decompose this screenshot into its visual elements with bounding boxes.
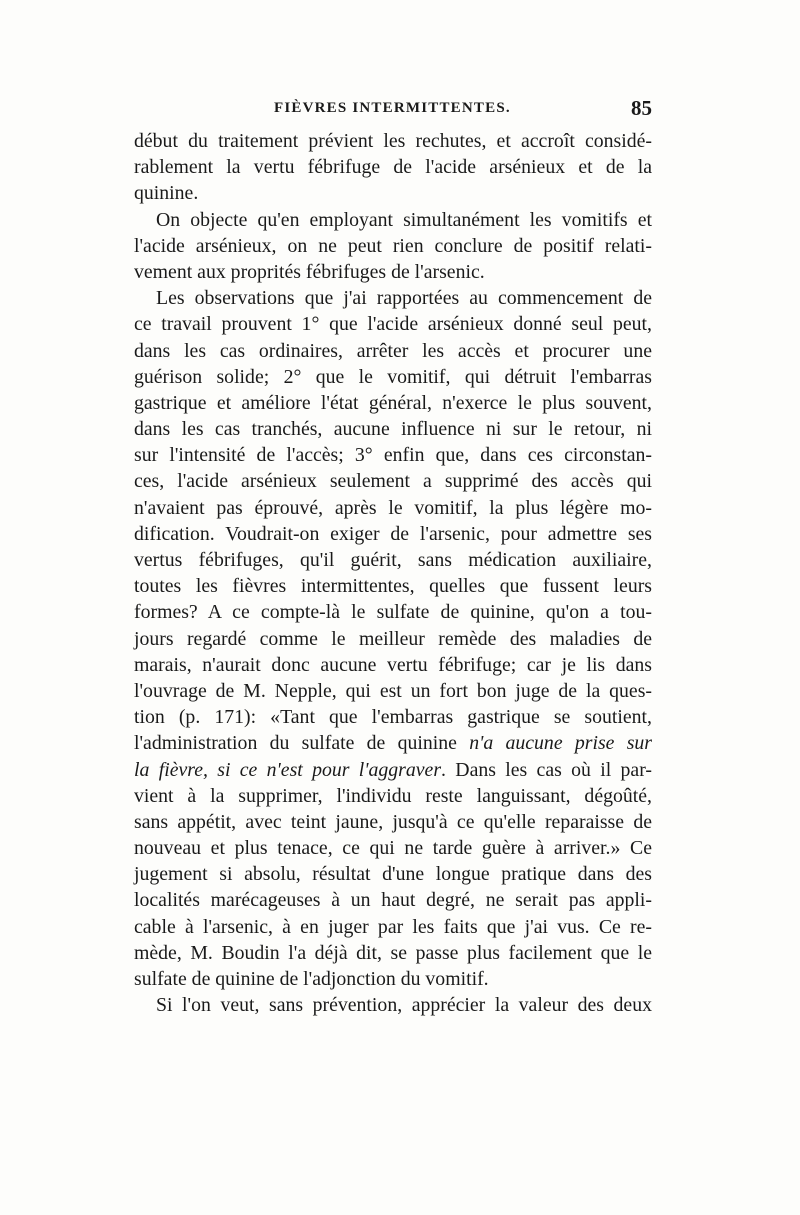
text-line: sur l'intensité de l'accès; 3° enfin que, dans ces circonstan-: [134, 444, 652, 467]
text-line: [134, 730, 652, 756]
text-line: vement aux proprités fébrifuges de l'arsenic.: [134, 260, 485, 283]
text-line: formes? A ce compte-là le sulfate de quinine, qu'on a tou-: [134, 601, 652, 624]
text-line: Les observations que j'ai rapportées au commencement de: [156, 287, 652, 310]
running-head: [134, 96, 652, 126]
text-line: dification. Voudrait-on exiger de l'arsenic, pour admettre ses: [134, 522, 652, 545]
text-line: l'acide arsénieux, on ne peut rien conclure de positif relati-: [134, 234, 652, 257]
text-line: jugement si absolu, résultat d'une longue pratique dans des: [134, 863, 652, 886]
text-line: sans appétit, avec teint jaune, jusqu'à ce qu'elle reparaisse de: [134, 810, 652, 833]
text-line: ces, l'acide arsénieux seulement a supprimé des accès qui: [134, 470, 652, 493]
text-line: marais, n'aurait donc aucune vertu fébrifuge; car je lis dans: [134, 653, 652, 676]
text-line: On objecte qu'en employant simultanément les vomitifs et: [156, 208, 652, 231]
text-line: l'ouvrage de M. Nepple, qui est un fort bon juge de la ques-: [134, 679, 652, 702]
text-line: gastrique et améliore l'état général, n'exerce le plus souvent,: [134, 391, 652, 414]
page-number: 85: [631, 96, 652, 120]
text-segment: l'administration du sulfate de quinine: [134, 732, 470, 755]
text-line: tion (p. 171): «Tant que l'embarras gastrique se soutient,: [134, 706, 652, 729]
text-segment: . Dans les cas où il par-: [441, 758, 652, 781]
text-line: Si l'on veut, sans prévention, apprécier la valeur des deux: [156, 994, 652, 1017]
text-line: dans les cas tranchés, aucune influence ni sur le retour, ni: [134, 418, 652, 441]
text-line: localités marécageuses à un haut degré, ne serait pas appli-: [134, 889, 652, 912]
text-line: début du traitement prévient les rechutes, et accroît considé-: [134, 130, 652, 152]
body-text: [134, 128, 652, 1018]
italic-quote: la fièvre, si ce n'est pour l'aggraver: [134, 758, 442, 781]
text-line: jours regardé comme le meilleur remède des maladies de: [134, 627, 652, 650]
text-line: quinine.: [134, 182, 199, 205]
text-line: toutes les fièvres intermittentes, quelles que fussent leurs: [134, 575, 652, 598]
text-line: ce travail prouvent 1° que l'acide arsénieux donné seul peut,: [134, 313, 652, 336]
text-line: dans les cas ordinaires, arrêter les accès et procurer une: [134, 339, 652, 362]
text-line: [134, 757, 652, 783]
text-line: sulfate de quinine de l'adjonction du vomitif.: [134, 968, 489, 990]
text-line: nouveau et plus tenace, ce qui ne tarde guère à arriver.» Ce: [134, 837, 652, 860]
text-line: guérison solide; 2° que le vomitif, qui détruit l'embarras: [134, 365, 652, 388]
text-line: mède, M. Boudin l'a déjà dit, se passe plus facilement que le: [134, 941, 652, 964]
text-line: vient à la supprimer, l'individu reste languissant, dégoûté,: [134, 784, 652, 807]
text-line: cable à l'arsenic, à en juger par les faits que j'ai vus. Ce re-: [134, 915, 652, 938]
text-line: rablement la vertu fébrifuge de l'acide arsénieux et de la: [134, 156, 652, 179]
text-line: n'avaient pas éprouvé, après le vomitif, la plus légère mo-: [134, 496, 652, 519]
running-title: FIÈVRES INTERMITTENTES.: [274, 100, 511, 116]
italic-quote: n'a aucune prise sur: [469, 732, 652, 755]
text-line: vertus fébrifuges, qu'il guérit, sans médication auxiliaire,: [134, 549, 652, 571]
